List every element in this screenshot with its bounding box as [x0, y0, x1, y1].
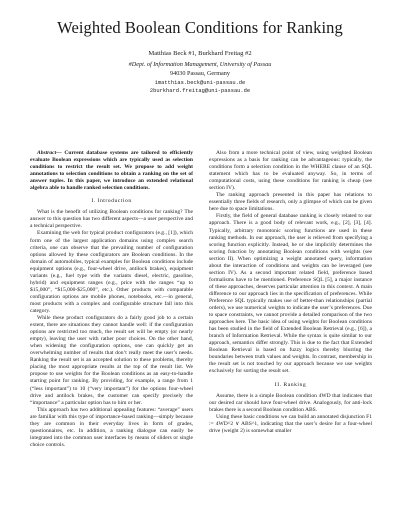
section-heading-introduction: I. Introduction	[91, 198, 132, 205]
paragraph: While these product configurators do a fairly good job to a certain extent, there are situations they cannot handle well: if the configuration options are restricted too much, the result set will be empty (or nearly empty), leaving the user with rather poor choices. On the other hand, when widening the configuration options, one can quickly get an overwhelming number of results that don’t really meet the user’s needs. Ranking the result set is an accepted solution to these problems, thereby placing the most appropriate results at the top of the result list. We propose to use weights for the Boolean conditions as an easy-to-handle starting point for ranking. By providing, for example, a range from 1 (“less important”) to 10 (“very important”) for the options four-wheel drive and antilock brakes, the customer can specify precisely the “importance” a particular option has to him or her.	[30, 315, 193, 406]
paragraph: Also from a more technical point of view, using weighted Boolean expressions as a basis for ranking can be advantageous: typically, the conditions form a selection condition in the WHERE clause of an SQL statement which has to be evaluated anyway. So, in terms of computational costs, using these conditions for ranking is cheap (see section IV).	[209, 150, 372, 192]
right-column	[209, 150, 372, 435]
left-column	[30, 150, 193, 449]
paper-authors: Matthias Beck #1, Burkhard Freitag #2	[148, 50, 252, 57]
author-address: 94030 Passau, Germany	[170, 70, 230, 77]
paper-title: Weighted Boolean Conditions for Ranking	[57, 18, 343, 37]
abstract-text: — Current database systems are tailored to efficiently evaluate Boolean expressions which are typically used as selection conditions to restrict the result set. We propose to add weight annotations to selection conditions to obtain a ranking on the set of answer tuples. In this paper, we introduce an extended relational algebra able to handle ranked selection conditions.	[30, 150, 193, 192]
paragraph: What is the benefit of utilizing Boolean conditions for ranking? The answer to this question has two different aspects—a user perspective and a technical perspective.	[30, 209, 193, 230]
paragraph: Using these basic conditions we can build an annotated disjunction F1 := 4WD^2 ∨ ABS^1, indicating that the user’s desire for a four-wheel drive (weight 2) is somewhat smaller	[209, 413, 372, 434]
section-heading-ranking: II. Ranking	[274, 381, 307, 388]
abstract	[30, 150, 193, 192]
paragraph: Firstly, the field of general database ranking is closely related to our approach. There is a good body of relevant work, e.g., [2], [3], [4]. Typically, arbitrary monotonic scoring functions are used in these ranking methods. In our approach, the user is relieved from specifying a scoring function explicitly. Instead, he or she implicitly determines the scoring function by annotating Boolean conditions with weights (see section II). When optimizing a weight annotated query, information about the interaction of conditions and weights can be leveraged (see section IV). As a second important related field, preference based formalisms have to be mentioned. Preference SQL [5], a major instance of these approaches, deserves particular attention in this context. A main difference to our approach lies in the specification of preferences. While Preference SQL typically makes use of better-than relationships (partial orders), we use numerical weights to indicate the user’s preferences. Due to space constraints, we cannot provide a detailed comparison of the two approaches here. The basic idea of using weights for Boolean conditions has been studied in the field of Extended Boolean Retrieval (e.g., [6]), a branch of Information Retrieval. While the syntax is quite similar to our approach, semantics differ strongly. This is due to the fact that Extended Boolean Retrieval is based on fuzzy logics thereby blurring the boundaries between truth values and weights. In contrast, membership in the result set is not touched by our approach because we use weights exclusively for sorting the result set.	[209, 213, 372, 375]
author-email-1: 1matthias.beck@uni-passau.de	[154, 80, 246, 86]
paragraph: This approach has two additional appealing features: “average” users are familiar with this type of importance-based ranking—simply because they are common in their everyday lives in form of grades, questionnaires, etc. In addition, a ranking dialogue can easily be integrated into the common user interfaces by means of sliders or single choice controls.	[30, 406, 193, 448]
paragraph: The ranking approach presented in this paper has relations to essentially three fields of research, only a glimpse of which can be given here due to space limitations.	[209, 192, 372, 213]
author-affiliation: #Dept. of Information Management, University of Passau	[128, 61, 272, 68]
abstract-lead: Abstract	[37, 150, 57, 156]
paragraph: Assume, there is a simple Boolean condition 4WD that indicates that our desired car should have four-wheel drive. Analogously, for anti-lock brakes there is a second Boolean condition ABS.	[209, 392, 372, 413]
author-email-2: 2burkhard.freitag@uni-passau.de	[149, 88, 251, 94]
paragraph: Examining the web for typical product configurators (e.g., [1]), which form one of the largest application domains using complex search criteria, one can observe that the prevailing number of configuration options allowed by these configurators are Boolean conditions. In the domain of automobiles, typical examples for Boolean conditions include equipment options (e.g., four-wheel drive, antilock brakes), equipment variants (e.g., fuel type with the variants diesel, electric, gasoline, hybrid) and equipment ranges (e.g., price with the ranges “up to $15,000”, “$15,000-$25,000”, etc.). Other products with comparable configuration options are mobile phones, notebooks, etc.—in general, most products with a complex and configurable structure fall into this category.	[30, 230, 193, 314]
